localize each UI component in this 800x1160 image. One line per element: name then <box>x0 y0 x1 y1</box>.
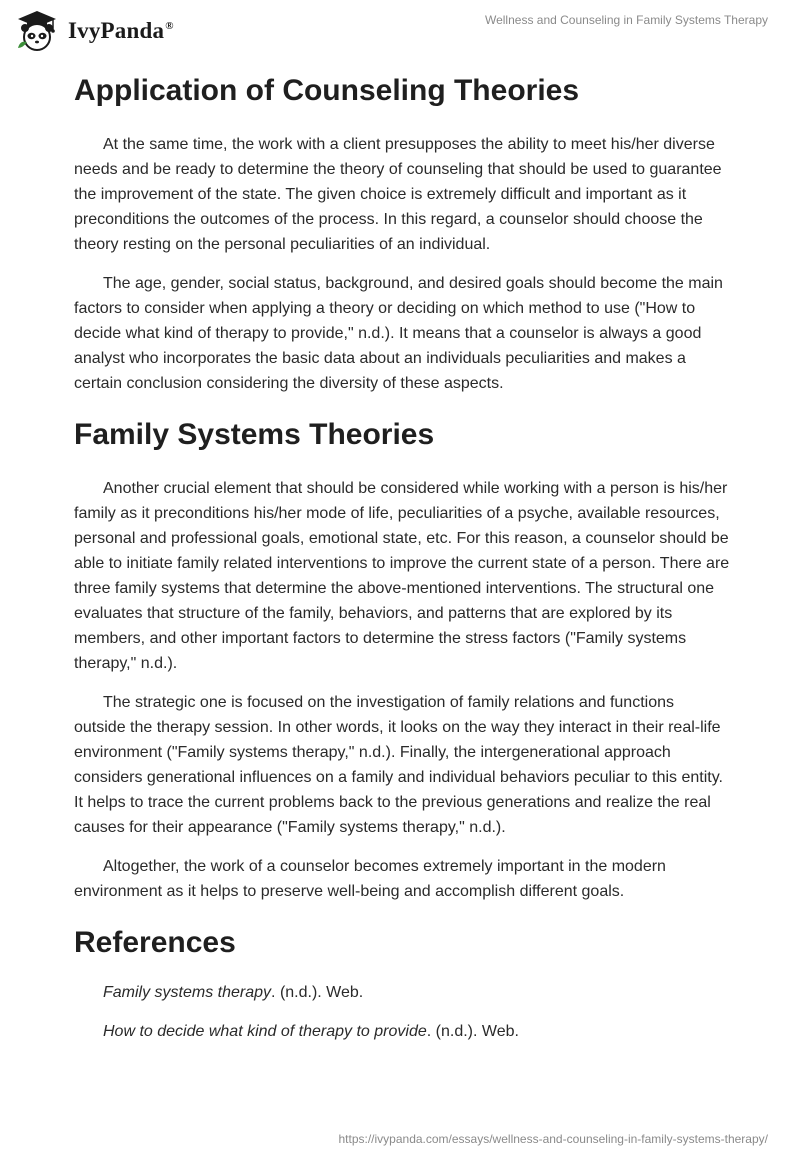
reference-item: Family systems therapy. (n.d.). Web. <box>103 984 364 1001</box>
section-heading: Family Systems Theories <box>74 418 435 451</box>
references-heading: References <box>74 926 236 959</box>
brand-name: IvyPanda® <box>68 18 174 43</box>
section-heading: Application of Counseling Theories <box>74 74 580 107</box>
paragraph: Another crucial element that should be considered while working with a person is his/her family as it preconditions his/her mode of life, peculiarities of a psyche, available resources, personal and professional goals, emotional state, etc. For this reason, a counselor should be able to initiate family related interventions to improve the current state of a person. There are three family systems that determine the above-mentioned interventions. The structural one evaluates that structure of the family, behaviors, and patterns that are explored by its members, and other important factors to determine the stress factors ("Family systems therapy," n.d.). <box>74 480 730 672</box>
section-application <box>74 66 730 396</box>
paragraph: At the same time, the work with a client presupposes the ability to meet his/her diverse needs and be ready to determine the theory of counseling that should be used to guarantee the improvement of the state. The given choice is extremely difficult and important as it preconditions the outcomes of the process. In this regard, a counselor should choose the theory resting on the personal peculiarities of an individual. <box>74 136 722 253</box>
page-header <box>0 0 800 60</box>
source-url[interactable]: https://ivypanda.com/essays/wellness-and-counseling-in-family-systems-therapy/ <box>338 1132 768 1146</box>
paragraph: The strategic one is focused on the investigation of family relations and functions outside the therapy session. In other words, it looks on the way they interact in their real-life environment ("Family systems therapy," n.d.). Finally, the intergenerational approach considers generational influences on a family and individual behaviors peculiar to this entity. It helps to trace the current problems back to the previous generations and realize the real causes for their appearance ("Family systems therapy," n.d.). <box>74 694 723 836</box>
panda-logo-icon <box>14 8 60 54</box>
essay-content <box>74 66 730 1058</box>
section-family-systems <box>74 410 730 904</box>
paragraph: The age, gender, social status, background, and desired goals should become the main factors to consider when applying a theory or deciding on which method to use ("How to decide what kind of therapy to provide," n.d.). It means that a counselor is always a good analyst who incorporates the basic data about an individuals peculiarities and makes a certain conclusion considering the diversity of these aspects. <box>74 275 723 392</box>
document-title: Wellness and Counseling in Family Systems Therapy <box>484 13 768 27</box>
reference-item: How to decide what kind of therapy to provide. (n.d.). Web. <box>103 1023 519 1040</box>
paragraph: Altogether, the work of a counselor becomes extremely important in the modern environment as it helps to preserve well-being and accomplish different goals. <box>74 858 666 900</box>
section-references <box>74 918 730 1044</box>
ivypanda-logo[interactable] <box>14 8 174 54</box>
